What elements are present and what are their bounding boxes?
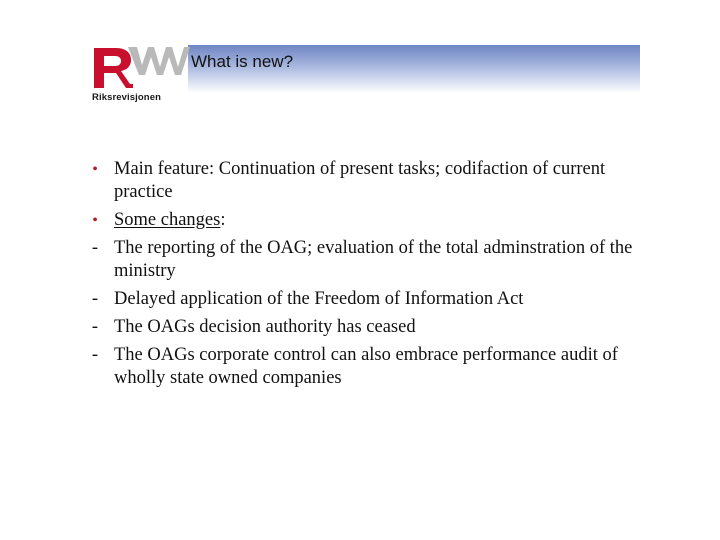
list-item-text-suffix: : [220, 210, 226, 230]
list-item [86, 288, 646, 311]
list-item [86, 209, 646, 232]
list-item [86, 316, 646, 339]
logo-wings-icon [128, 45, 190, 75]
logo-wordmark: Riksrevisjonen [92, 92, 161, 103]
list-item-text: The reporting of the OAG; evaluation of the total adminstration of the ministry [114, 238, 633, 281]
slide-title: What is new? [191, 52, 294, 71]
list-item [86, 158, 646, 204]
dash-marker: - [91, 289, 99, 309]
list-item [86, 344, 646, 390]
dash-marker: - [91, 317, 99, 337]
list-item [86, 237, 646, 283]
dash-marker: - [91, 238, 99, 258]
list-item-text: The OAGs corporate control can also embrace performance audit of wholly state owned companies [114, 345, 618, 388]
list-item-text: Main feature: Continuation of present tasks; codifaction of current practice [114, 159, 606, 202]
content-list [86, 158, 646, 395]
list-item-text-underlined: Some changes [114, 210, 221, 230]
list-item-text: The OAGs decision authority has ceased [114, 317, 416, 337]
bullet-marker: • [92, 161, 98, 178]
dash-marker: - [91, 345, 99, 365]
list-item-text: Delayed application of the Freedom of Information Act [114, 289, 524, 309]
bullet-marker: • [92, 212, 98, 229]
